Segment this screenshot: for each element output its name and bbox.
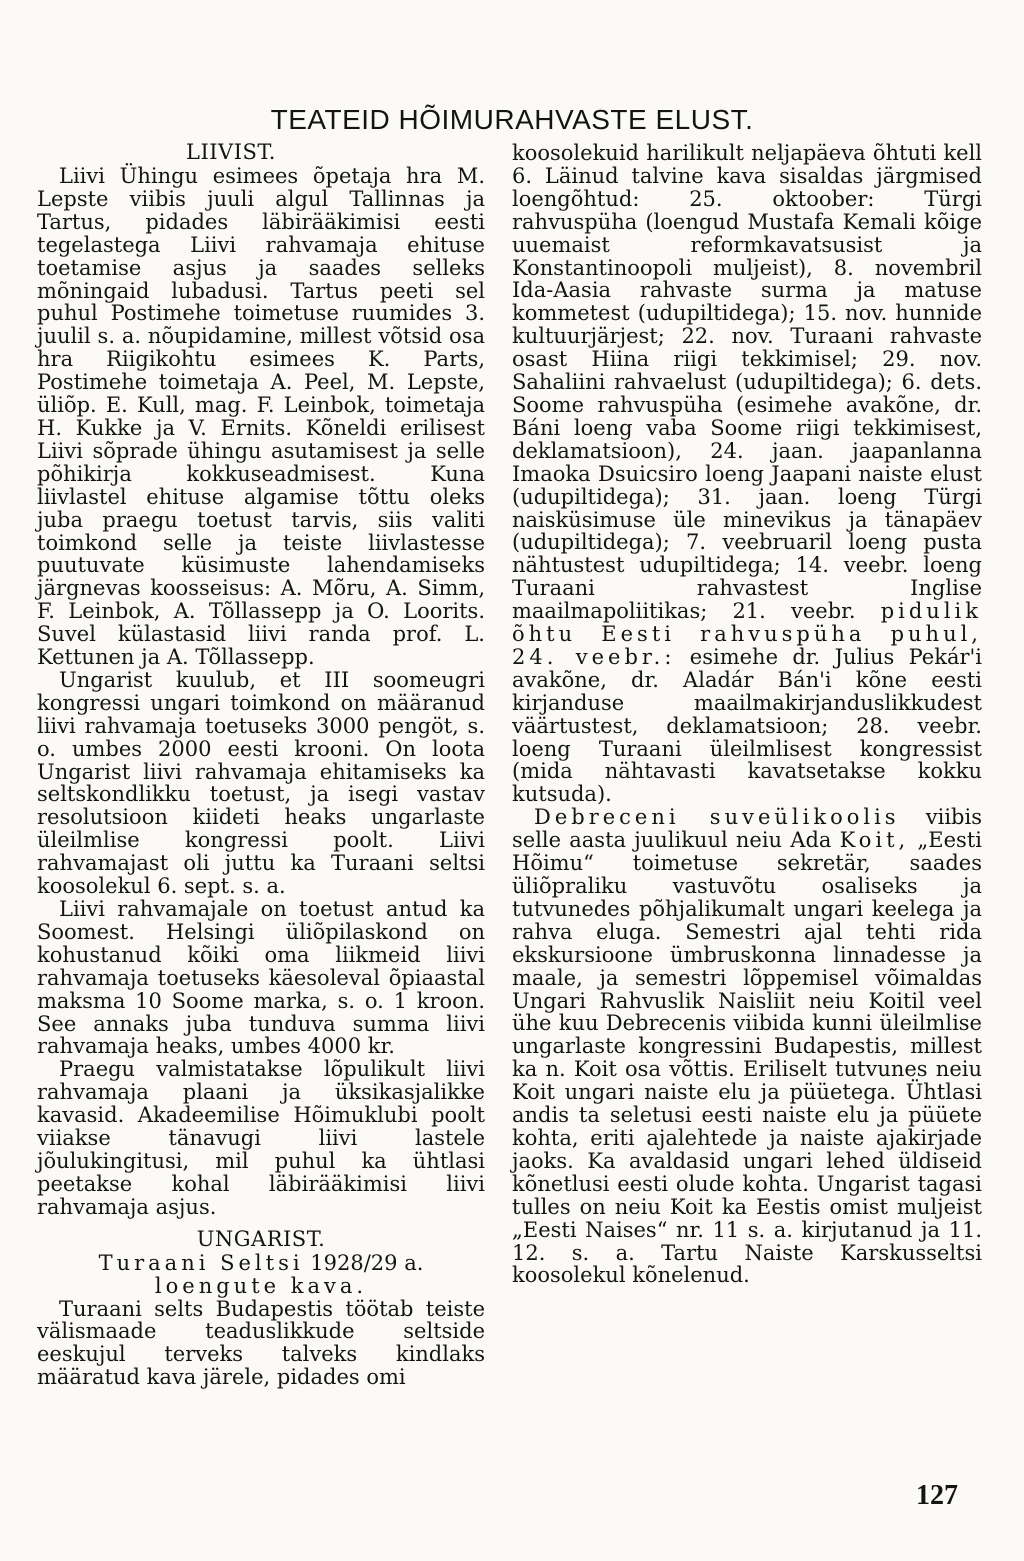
section-heading-liivist: LIIVIST. <box>186 140 276 164</box>
section-heading-ungarist: UNGARIST. <box>196 1226 326 1251</box>
paragraph <box>512 806 982 1287</box>
page-number: 127 <box>916 1480 958 1511</box>
paragraph: Liivi Ühingu esimees õpetaja hra M. Lepste viibis juuli algul Tallinnas ja Tartus, pidades läbirääkimisi eesti tegelastega Liivi rahvamaja ehituse toetamise asjus ja saades selleks mõningaid lubadusi. Tartus peeti sel puhul Postimehe toimetuse ruumides 3. juulil s. a. nõupidamine, millest võtsid osa hra Riigikohtu esimees K. Parts, Postimehe toimetaja A. Peel, M. Lepste, üliõp. E. Kull, mag. F. Leinbok, toimetaja H. Kukke ja V. Ernits. Kõneldi erilisest Liivi sõprade ühingu asutamisest ja selle põhikirja kokkuseadmisest. Kuna liivlastel ehituse algamise tõttu oleks juba praegu toetust tarvis, siis valiti toimkond selle ja teiste liivlastesse puutuvate küsimuste lahendamiseks järgnevas koosseisus: A. Mõru, A. Simm, F. Leinbok, A. Tõllassepp ja O. Loorits. Suvel külastasid liivi randa prof. L. Kettunen ja A. Tõllassepp. <box>37 164 485 670</box>
paragraph: Turaani selts Budapestis töötab teiste välismaade teaduslikkude seltside eeskujul terveks talveks kindlaks määratud kava järele, pidades omi <box>37 1296 485 1390</box>
turaani-year: 1928/29 a. <box>310 1250 424 1275</box>
left-column <box>37 140 485 1389</box>
page-title: TEATEID HÕIMURAHVASTE ELUST. <box>270 104 754 135</box>
text-run-spaced: Koit, <box>839 828 910 853</box>
right-column <box>512 142 982 1287</box>
text-run-spaced: Debreceni suveülikoolis <box>534 805 900 830</box>
text-run: koosolekuid harilikult neljapäeva õhtuti kell 6. Läinud talvine kava sisaldas järgmised loengõhtud: 25. oktoober: Türgi rahvuspüha (loengud Mustafa Kemali kõige uuemaist reformkavatsusist ja Konstantinoopoli muljeist), 8. novembril Ida-Aasia rahvaste surma ja matuse kommetest (udupiltidega); 15. nov. hunnide kultuurjärjest; 22. nov. Turaani rahvaste osast Hiina riigi tekkimisel; 29. nov. Sahaliini rahvaelust (udupiltidega); 6. dets. Soome rahvuspüha (esimehe avakõne, dr. Báni loeng vaba Soome riigi tekkimisest, deklamatsioon), 24. jaan. jaapanlanna Imaoka Dsuicsiro loeng Jaapani naiste elust (udupiltidega); 31. jaan. loeng Türgi naisküsimuse üle minevikus ja tänapäev (udupiltidega); 7. veebruaril loeng pusta nähtustest udupiltidega; 14. veebr. loeng Turaani rahvastest Inglise maailmapoliitikas; 21. veebr. <box>512 141 982 624</box>
paragraph: Praegu valmistatakse lõpulikult liivi rahvamaja plaani ja üksikasjalikke kavasid. Akadeemilise Hõimuklubi poolt viiakse tänavugi liivi lastele jõulukingitusi, mil puhul ka ühtlasi peetakse kohal läbirääkimisi liivi rahvamaja asjus. <box>37 1057 485 1219</box>
paragraph: Ungarist kuulub, et III soomeugri kongressi ungari toimkond on määranud liivi rahvamaja toetuseks 3000 pengöt, s. o. umbes 2000 eesti krooni. On loota Ungarist liivi rahvamaja ehitamiseks ka seltskondlikku toetust, ja isegi vastav resolutsioon kiideti heaks ungarlaste üleilmlise kongressi poolt. Liivi rahvamajast oli juttu ka Turaani seltsi koosolekul 6. sept. s. a. <box>37 667 485 899</box>
text-run-spaced: pidulik õhtu Eesti rahvuspüha puhul, <box>512 599 982 647</box>
sub-heading-loengute-kava: loengute kava. <box>154 1273 368 1298</box>
turaani-title: Turaani Seltsi <box>98 1250 304 1275</box>
text-run: „Eesti Hõimu“ toimetuse sekretär, saades üliõpraliku vastuvõtu osaliseks ja tutvunedes põhjalikumalt ungari keelega ja rahva eluga. Semestri ajal tehti rida ekskursioone ümbruskonna linnadesse ja maale, ja semestri lõppemisel võimaldas Ungari Rahvuslik Naisliit neiu Koitil veel ühe kuu Debrecenis viibida kunni üleilmlise ungarlaste kongressini Budapestis, millest ka n. Koit osa võttis. Eriliselt tutvunes neiu Koit ungari naiste elu ja püüetega. Ühtlasi andis ta seletusi eesti naiste elu ja püüete kohta, eriti ajalehtede ja naiste ajakirjade jaoks. Ka avaldasid ungari lehed üldiseid kõnetlusi eesti olude kohta. Ungarist tagasi tulles on neiu Koit ka Eestis omist muljeist „Eesti Naises“ nr. 11 s. a. kirjutanud ja 11. 12. s. a. Tartu Naiste Karskusseltsi koosolekul kõnelenud. <box>512 828 982 1288</box>
text-run: viibis selle aasta juulikuul neiu Ada <box>512 805 982 853</box>
text-run-spaced: 24. veebr.: <box>512 644 676 669</box>
text-run: esimehe dr. Julius Pekár'i avakõne, dr. Aladár Bán'i kõne eesti kirjanduse maailmakirjanduslikkudest väärtustest, deklamatsioon; 28. veebr. loeng Turaani üleilmlisest kongressist (mida nähtavasti kavatsetakse kokku kutsuda). <box>512 644 982 807</box>
paragraph <box>512 142 982 806</box>
paragraph: Liivi rahvamajale on toetust antud ka Soomest. Helsingi üliõpilaskond on kohustanud kõiki oma liikmeid liivi rahvamaja toetuseks käesoleval õpiaastal maksma 10 Soome marka, s. o. 1 kroon. See annaks juba tunduva summa liivi rahvamaja heaks, umbes 4000 kr. <box>37 897 485 1059</box>
sub-heading-turaani <box>37 1252 485 1275</box>
